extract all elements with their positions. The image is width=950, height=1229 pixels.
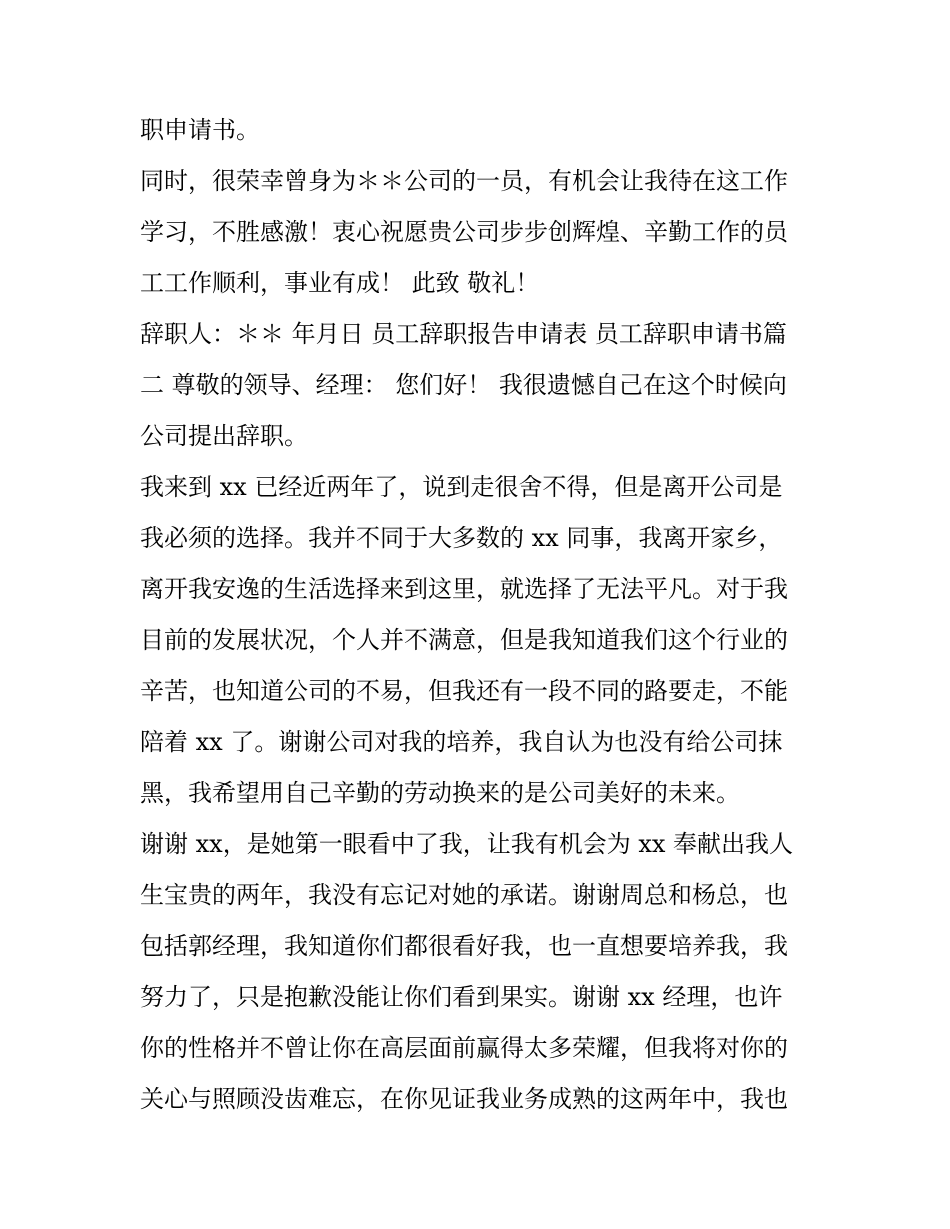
text-line: 生宝贵的两年，我没有忘记对她的承诺。谢谢周总和杨总，也	[140, 881, 788, 909]
text-line: 公司提出辞职。	[140, 422, 308, 450]
text-line: 二 尊敬的领导、经理： 您们好！ 我很遗憾自己在这个时候向	[140, 371, 787, 399]
text-line: 谢谢 xx，是她第一眼看中了我，让我有机会为 xx 奉献出我人	[140, 830, 794, 858]
text-line: 职申请书。	[140, 116, 260, 144]
document-body	[140, 105, 830, 1125]
text-line: 我来到 xx 已经近两年了，说到走很舍不得，但是离开公司是	[140, 473, 783, 501]
text-line: 辛苦，也知道公司的不易，但我还有一段不同的路要走，不能	[140, 677, 788, 705]
text-line: 辞职人：＊＊ 年月日 员工辞职报告申请表 员工辞职申请书篇	[140, 320, 787, 348]
text-line: 学习，不胜感激！衷心祝愿贵公司步步创辉煌、辛勤工作的员	[140, 218, 788, 246]
text-line: 目前的发展状况，个人并不满意，但是我知道我们这个行业的	[140, 626, 788, 654]
text-line: 我必须的选择。我并不同于大多数的 xx 同事，我离开家乡，	[140, 524, 783, 552]
text-line: 黑，我希望用自己辛勤的劳动换来的是公司美好的未来。	[140, 779, 740, 807]
text-line: 离开我安逸的生活选择来到这里，就选择了无法平凡。对于我	[140, 575, 788, 603]
text-line: 关心与照顾没齿难忘，在你见证我业务成熟的这两年中，我也	[140, 1085, 788, 1113]
text-line: 包括郭经理，我知道你们都很看好我，也一直想要培养我，我	[140, 932, 788, 960]
text-line: 陪着 xx 了。谢谢公司对我的培养，我自认为也没有给公司抹	[140, 728, 783, 756]
text-line: 努力了，只是抱歉没能让你们看到果实。谢谢 xx 经理，也许	[140, 983, 783, 1011]
text-line: 同时，很荣幸曾身为＊＊公司的一员，有机会让我待在这工作	[140, 167, 788, 195]
text-line: 工工作顺利，事业有成！ 此致 敬礼！	[140, 269, 540, 297]
text-line: 你的性格并不曾让你在高层面前赢得太多荣耀，但我将对你的	[140, 1034, 788, 1062]
